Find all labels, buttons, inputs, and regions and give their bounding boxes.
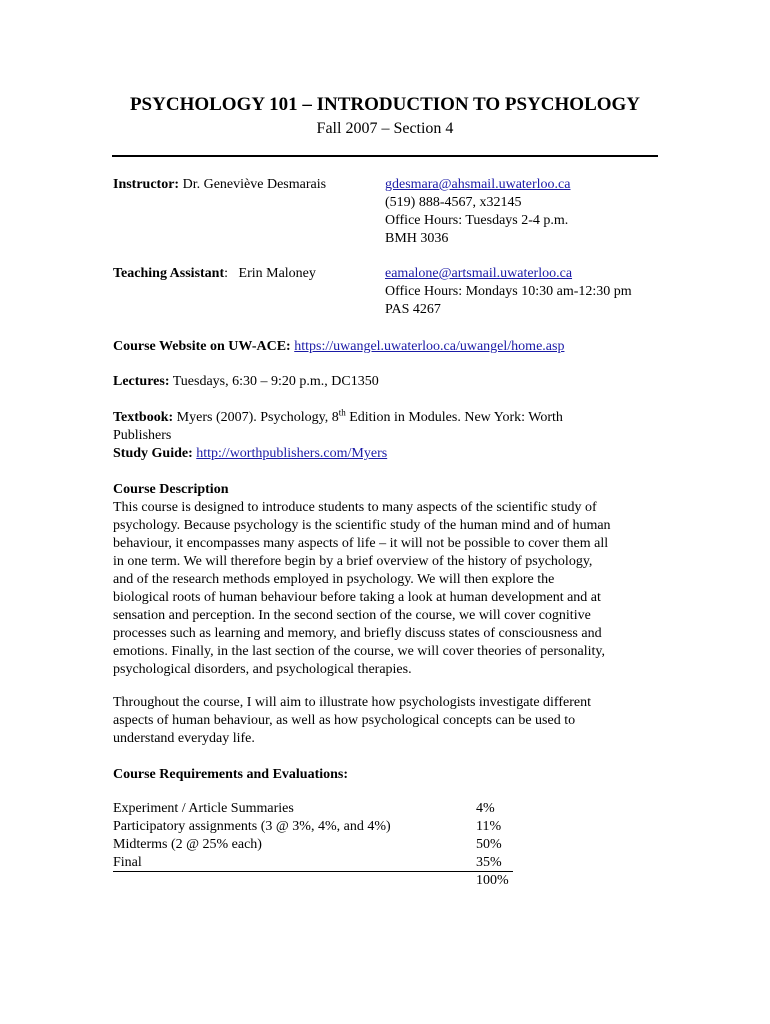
header-rule [112, 155, 658, 157]
description-heading: Course Description [113, 482, 229, 497]
table-row [113, 800, 513, 818]
eval-total: 100% [476, 873, 509, 888]
eval-label: Midterms (2 @ 25% each) [113, 837, 262, 852]
description-line: psychological disorders, and psychological therapies. [113, 662, 412, 677]
eval-value: 11% [476, 819, 502, 834]
page-subtitle: Fall 2007 – Section 4 [316, 120, 454, 137]
instructor-label: Instructor: [113, 177, 180, 192]
eval-value: 4% [476, 801, 495, 816]
textbook-value-line2: Publishers [113, 428, 172, 443]
ta-office-hours: Office Hours: Mondays 10:30 am-12:30 pm [385, 284, 632, 299]
textbook-value: Myers (2007). Psychology, 8 [176, 410, 339, 425]
evaluations-heading: Course Requirements and Evaluations: [113, 767, 349, 782]
eval-label: Experiment / Article Summaries [113, 801, 294, 816]
textbook-sup: th [338, 407, 346, 418]
textbook-block [113, 409, 658, 463]
evaluations-heading-line [113, 766, 658, 784]
ta-email-link[interactable]: eamalone@artsmail.uwaterloo.ca [385, 266, 573, 281]
description-line: behaviour, it encompasses many aspects of life – it will not be possible to cover them all [113, 536, 609, 551]
eval-label: Final [113, 855, 142, 870]
course-website-line [113, 338, 658, 356]
description-line: biological roots of human behaviour before taking a look at human development and at [113, 590, 601, 605]
study-guide-link[interactable]: http://worthpublishers.com/Myers [196, 446, 388, 461]
table-row [113, 836, 513, 854]
instructor-name: Dr. Geneviève Desmarais [182, 177, 327, 192]
textbook-label: Textbook: [113, 410, 174, 425]
description-line: in one term. We will therefore begin by a brief overview of the history of psychology, [113, 554, 593, 569]
instructor-room: BMH 3036 [385, 231, 449, 246]
eval-label: Participatory assignments (3 @ 3%, 4%, and 4%) [113, 819, 391, 834]
ta-contact [385, 265, 632, 319]
instructor-email-link[interactable]: gdesmara@ahsmail.uwaterloo.ca [385, 177, 571, 192]
description-line: processes such as learning and memory, and briefly discuss states of consciousness and [113, 626, 602, 641]
description-line: Throughout the course, I will aim to illustrate how psychologists investigate different [113, 695, 591, 710]
eval-value: 35% [476, 855, 502, 870]
description-line: sensation and perception. In the second section of the course, we will cover cognitive [113, 608, 591, 623]
ta-room: PAS 4267 [385, 302, 441, 317]
course-description-2 [113, 694, 658, 748]
lectures-line [113, 373, 658, 391]
ta-label: Teaching Assistant [113, 266, 225, 281]
page-title: PSYCHOLOGY 101 – INTRODUCTION TO PSYCHOLOGY [129, 94, 641, 115]
table-row-total [113, 872, 513, 890]
study-guide-label: Study Guide: [113, 446, 193, 461]
lectures-value: Tuesdays, 6:30 – 9:20 p.m., DC1350 [172, 374, 379, 389]
ta-label-line [113, 265, 316, 283]
course-description [113, 481, 658, 679]
course-website-label: Course Website on UW-ACE: [113, 339, 291, 354]
instructor-phone: (519) 888-4567, x32145 [385, 195, 522, 210]
course-website-link[interactable]: https://uwangel.uwaterloo.ca/uwangel/home.asp [294, 339, 565, 354]
description-line: aspects of human behaviour, as well as how psychological concepts can be used to [113, 713, 576, 728]
description-line: emotions. Finally, in the last section of the course, we will cover theories of personality, [113, 644, 605, 659]
evaluations-table [113, 800, 513, 890]
description-line: psychology. Because psychology is the scientific study of the human mind and of human [113, 518, 611, 533]
instructor-label-line [113, 176, 326, 194]
eval-value: 50% [476, 837, 502, 852]
table-row [113, 818, 513, 836]
lectures-label: Lectures: [113, 374, 170, 389]
description-line: This course is designed to introduce students to many aspects of the scientific study of [113, 500, 597, 515]
instructor-contact [385, 176, 571, 248]
textbook-value-after: Edition in Modules. New York: Worth [345, 410, 563, 425]
description-line: and of the research methods employed in psychology. We will then explore the [113, 572, 555, 587]
description-line: understand everyday life. [113, 731, 255, 746]
ta-name: Erin Maloney [238, 266, 316, 281]
table-row [113, 854, 513, 872]
ta-colon: : [224, 266, 229, 281]
instructor-office-hours: Office Hours: Tuesdays 2-4 p.m. [385, 213, 569, 228]
